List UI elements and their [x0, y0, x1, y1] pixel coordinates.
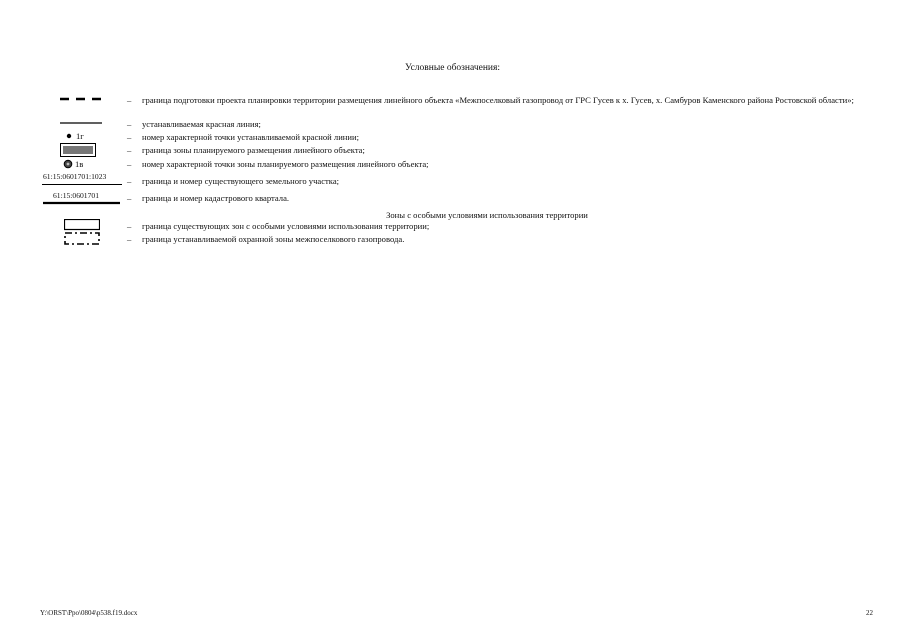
- land-plot-number: 61:15:0601701:1023: [43, 172, 107, 181]
- zone-item-existing: граница существующих зон с особыми условиями использования территории;: [142, 221, 430, 231]
- legend-item-placement-zone: граница зоны планируемого размещения линейного объекта;: [142, 145, 365, 155]
- protection-zone-symbol: [64, 232, 100, 245]
- legend-item-placement-zone-point: номер характерной точки зоны планируемого размещения линейного объекта;: [142, 159, 429, 169]
- legend-item-land-plot: граница и номер существующего земельного участка;: [142, 176, 340, 186]
- legend-dash: –: [127, 132, 132, 142]
- red-line-symbol: [60, 121, 102, 125]
- legend-dash: –: [127, 221, 132, 231]
- land-plot-boundary-symbol: [42, 183, 122, 186]
- legend-item-project-boundary: граница подготовки проекта планировки территории размещения линейного объекта «Межпоселковый газопровод от ГРС Гусев к х. Гусев, х. Самбуров Каменского района Ростовской области»;: [142, 95, 854, 105]
- cadastral-quarter-boundary-symbol: [43, 201, 120, 205]
- legend-dash: –: [127, 176, 132, 186]
- placement-zone-symbol: [60, 143, 96, 157]
- legend-dash: –: [127, 234, 132, 244]
- zone-item-protection: граница устанавливаемой охранной зоны межпоселкового газопровода.: [142, 234, 405, 244]
- placement-zone-point-label: 1в: [75, 159, 84, 169]
- zones-heading: Зоны с особыми условиями использования территории: [386, 210, 588, 220]
- legend-item-red-line-point: номер характерной точки устанавливаемой красной линии;: [142, 132, 359, 142]
- legend-title: Условные обозначения:: [404, 63, 500, 73]
- legend-dash: –: [127, 119, 132, 129]
- legend-dash: –: [127, 95, 132, 105]
- page-number: 22: [866, 609, 873, 617]
- document-path: Y:\ORST\Ppo\0804\p538.f19.docx: [40, 609, 138, 617]
- legend-dash: –: [127, 193, 132, 203]
- red-line-point-label: 1г: [76, 131, 84, 141]
- placement-zone-point-icon: [63, 159, 73, 169]
- legend-dash: –: [127, 145, 132, 155]
- red-line-point-icon: [66, 133, 72, 139]
- existing-zone-symbol: [64, 219, 100, 231]
- dashed-boundary-symbol: [60, 96, 104, 102]
- legend-item-red-line: устанавливаемая красная линия;: [142, 119, 261, 129]
- cadastral-quarter-number: 61:15:0601701: [53, 191, 99, 200]
- legend-item-cadastral-quarter: граница и номер кадастрового квартала.: [142, 193, 290, 203]
- legend-dash: –: [127, 159, 132, 169]
